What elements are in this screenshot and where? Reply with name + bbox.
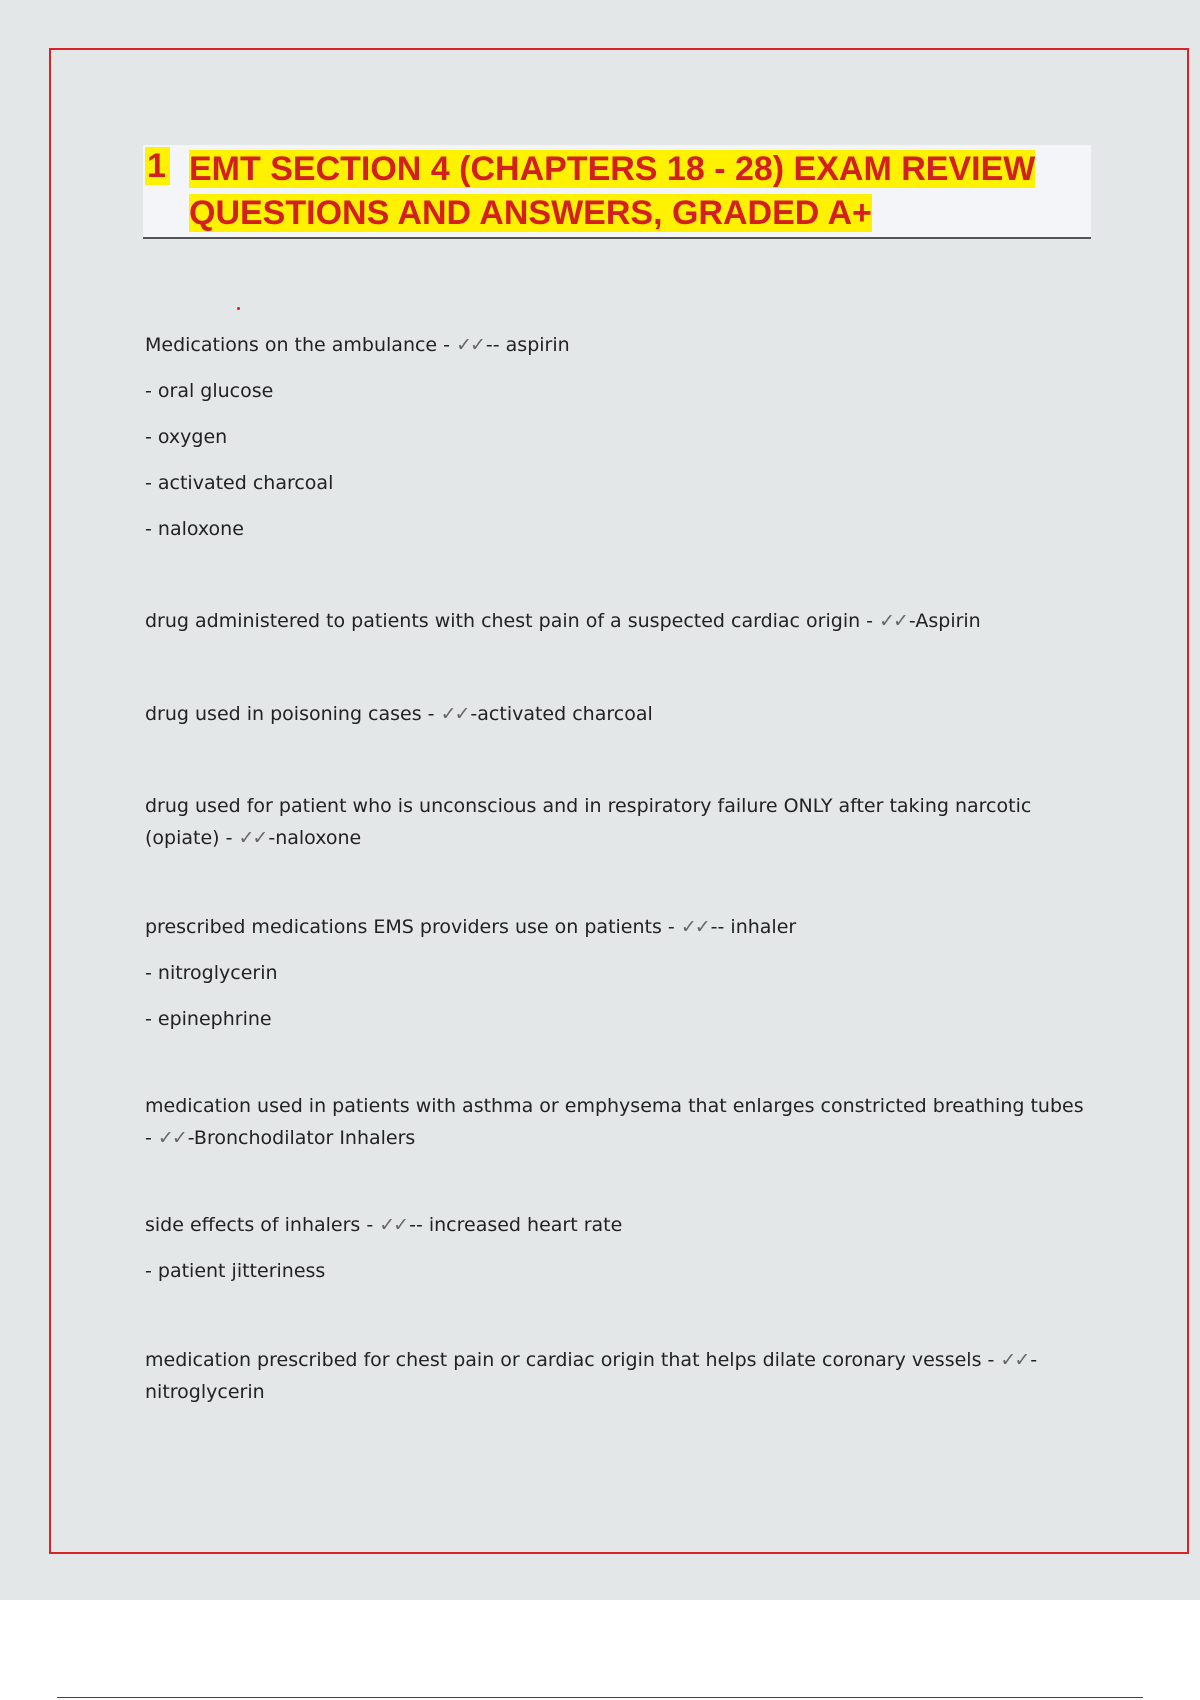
qa-content <box>145 330 1085 1408</box>
heading-number: 1 <box>145 147 170 185</box>
double-check-icon: ✓✓ <box>238 827 267 849</box>
double-check-icon: ✓✓ <box>456 334 484 356</box>
question-text: prescribed medications EMS providers use on patients - <box>145 916 681 938</box>
list-item: - patient jitteriness <box>145 1260 326 1282</box>
list-item: - oxygen <box>145 426 228 448</box>
list-item: - naloxone <box>145 518 244 540</box>
qa-item <box>145 1090 1085 1154</box>
question-text: Medications on the ambulance - <box>145 334 457 356</box>
double-check-icon: ✓✓ <box>379 1214 408 1236</box>
answer-text: -- aspirin <box>485 334 570 356</box>
answer-text: -Aspirin <box>908 610 981 632</box>
qa-item <box>145 1210 1085 1256</box>
qa-item <box>145 912 1085 958</box>
title-line-2: QUESTIONS AND ANSWERS, GRADED A+ <box>189 194 872 232</box>
double-check-icon: ✓✓ <box>680 916 709 938</box>
page-title <box>189 147 1069 235</box>
question-text: side effects of inhalers - <box>145 1214 380 1236</box>
qa-item <box>145 330 1085 376</box>
answer-text: -activated charcoal <box>470 703 653 725</box>
qa-item <box>145 790 1085 854</box>
qa-item <box>145 1344 1085 1408</box>
question-text: medication prescribed for chest pain or cardiac origin that helps dilate coronary vessels - <box>145 1349 1001 1371</box>
list-item: - nitroglycerin <box>145 962 278 984</box>
double-check-icon: ✓✓ <box>1000 1349 1029 1371</box>
answer-text: -- inhaler <box>710 916 797 938</box>
double-check-icon: ✓✓ <box>879 610 907 632</box>
question-text: drug used for patient who is unconscious and in respiratory failure ONLY after taking narcotic (opiate) - <box>145 795 1032 849</box>
answer-text: -Bronchodilator Inhalers <box>187 1127 416 1149</box>
title-line-1: EMT SECTION 4 (CHAPTERS 18 - 28) EXAM REVIEW <box>189 150 1036 188</box>
footer-rule <box>57 1697 1143 1698</box>
answer-text: -nitroglycerin <box>145 1349 1038 1403</box>
red-dot-mark <box>237 307 240 310</box>
double-check-icon: ✓✓ <box>440 703 469 725</box>
qa-item <box>145 699 1085 745</box>
double-check-icon: ✓✓ <box>157 1127 186 1149</box>
answer-text: -naloxone <box>268 827 362 849</box>
question-text: drug administered to patients with chest pain of a suspected cardiac origin - <box>145 610 880 632</box>
question-text: medication used in patients with asthma or emphysema that enlarges constricted breathing tubes - <box>145 1095 1084 1149</box>
list-item: - oral glucose <box>145 380 274 402</box>
list-item: - epinephrine <box>145 1008 272 1030</box>
list-item: - activated charcoal <box>145 472 334 494</box>
qa-item <box>145 606 1085 652</box>
question-text: drug used in poisoning cases - <box>145 703 441 725</box>
answer-text: -- increased heart rate <box>409 1214 623 1236</box>
